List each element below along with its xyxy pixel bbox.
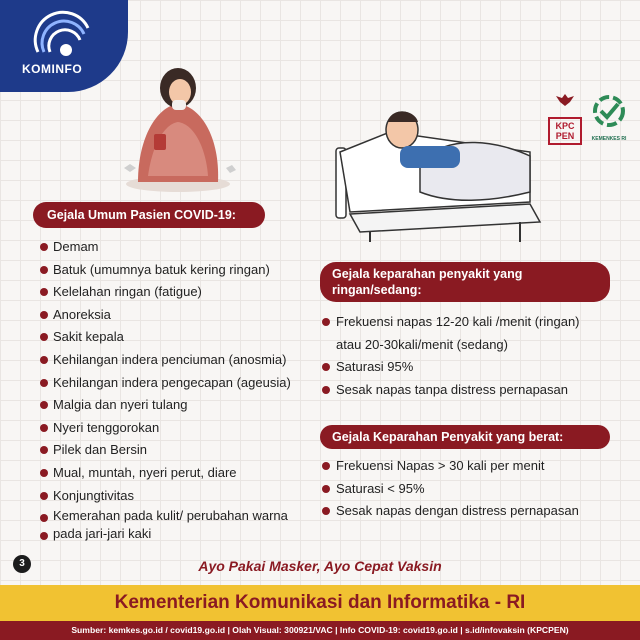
list-item-continuation: atau 20-30kali/menit (sedang): [336, 336, 508, 352]
kemenkes-text: KEMENKES RI: [591, 136, 627, 142]
list-item: Sesak napas dengan distress pernapasan: [322, 500, 622, 523]
list-item: Pilek dan Bersin: [40, 439, 325, 462]
list-item: Kelelahan ringan (fatigue): [40, 281, 325, 304]
list-item: Demam: [40, 236, 325, 259]
list-item: Anoreksia: [40, 304, 325, 327]
kemenkes-emblem-icon: [587, 92, 631, 130]
pen-text: PEN: [555, 131, 575, 141]
kominfo-logo-text: KOMINFO: [22, 62, 83, 76]
list-item: Konjungtivitas: [40, 485, 325, 508]
slogan: Ayo Pakai Masker, Ayo Cepat Vaksin: [198, 558, 442, 574]
severe-symptoms-title: Gejala Keparahan Penyakit yang berat:: [320, 425, 610, 449]
list-item: Mual, muntah, nyeri perut, diare: [40, 462, 325, 485]
hospital-bed-illustration: [330, 92, 560, 244]
kominfo-emblem-icon: [30, 6, 96, 64]
list-item: Batuk (umumnya batuk kering ringan): [40, 259, 325, 282]
severe-symptoms-list: [322, 455, 622, 523]
list-item-continuation: pada jari-jari kaki: [40, 525, 325, 543]
mild-title-line1: Gejala keparahan penyakit yang: [332, 267, 523, 281]
footer-sources: Sumber: kemkes.go.id / covid19.go.id | Olah Visual: 300921/VAC | Info COVID-19: covid19.go.id | s.id/infovaksin (KPCPEN): [0, 621, 640, 640]
list-item: Saturasi 95%: [322, 356, 622, 379]
general-symptoms-list: [40, 236, 325, 543]
kemenkes-logo: [584, 92, 634, 142]
mild-symptoms-list: [322, 311, 622, 401]
mild-symptoms-title: [320, 262, 610, 302]
list-item: Sesak napas tanpa distress pernapasan: [322, 379, 622, 402]
list-item: Sakit kepala: [40, 326, 325, 349]
sick-woman-illustration: [108, 56, 248, 196]
footer-title: Kementerian Komunikasi dan Informatika - RI: [0, 585, 640, 621]
list-item: Malgia dan nyeri tulang: [40, 394, 325, 417]
list-item: Kehilangan indera penciuman (anosmia): [40, 349, 325, 372]
page-number-badge: 3: [13, 555, 31, 573]
list-item: Frekuensi Napas > 30 kali per menit: [322, 455, 622, 478]
list-item: Saturasi < 95%: [322, 478, 622, 501]
list-item: Frekuensi napas 12-20 kali /menit (ringan): [322, 311, 622, 334]
list-item: Kemerahan pada kulit/ perubahan warna: [40, 507, 325, 525]
list-item: Nyeri tenggorokan: [40, 417, 325, 440]
general-symptoms-title: Gejala Umum Pasien COVID-19:: [33, 202, 265, 228]
mild-title-line2: ringan/sedang:: [332, 283, 422, 297]
list-item: Kehilangan indera pengecapan (ageusia): [40, 372, 325, 395]
kpc-text: KPC: [555, 121, 575, 131]
